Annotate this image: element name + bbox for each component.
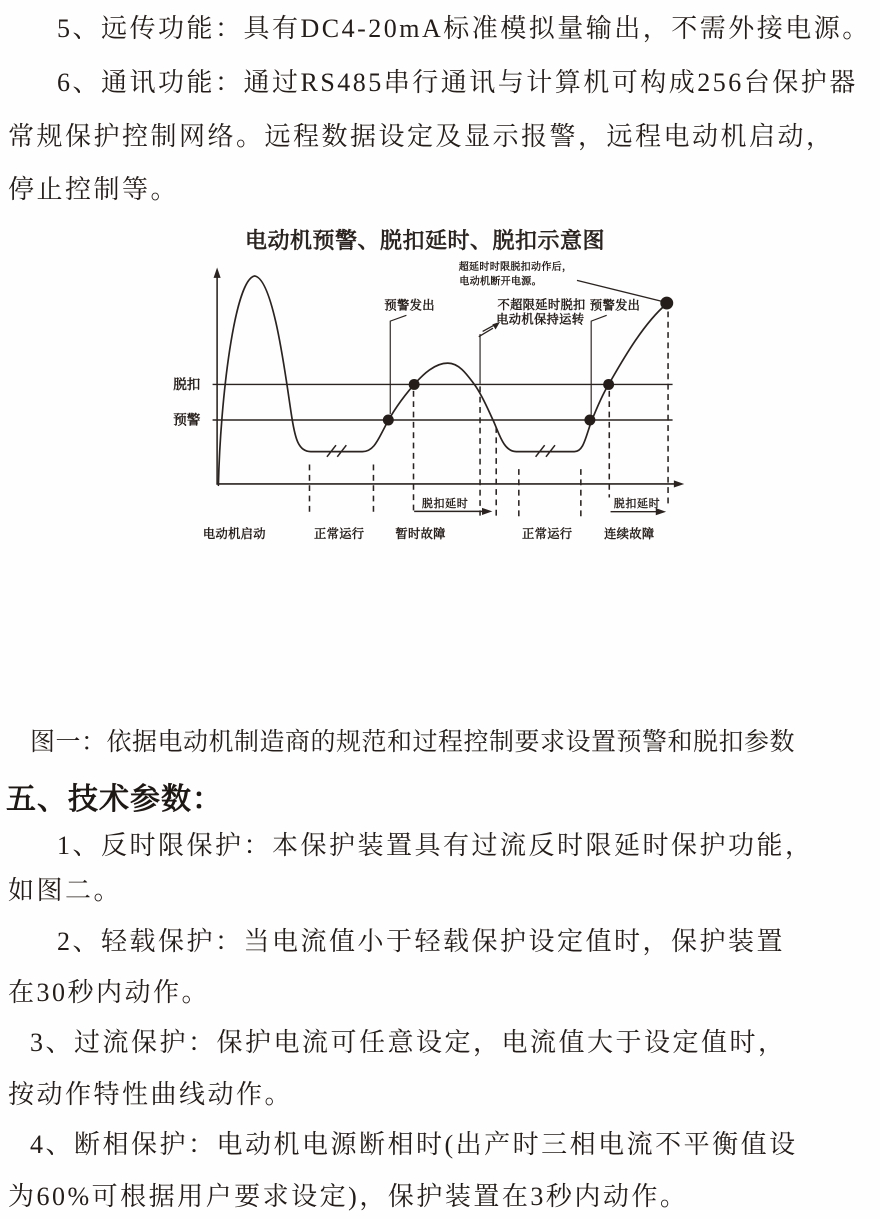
body-line-tech3-2: 按动作特性曲线动作。 xyxy=(8,1080,294,1109)
body-line-tech4-2: 为60%可根据用户要求设定)，保护装置在3秒内动作。 xyxy=(8,1182,689,1211)
prewarn-issued-label-right: 预警发出 xyxy=(589,298,641,313)
prewarn-point xyxy=(584,414,595,425)
body-line-tech2-2: 在30秒内动作。 xyxy=(8,978,211,1007)
over-delay-label-line1: 超延时时限脱扣动作后， xyxy=(458,262,573,274)
x-axis-arrow-icon xyxy=(674,480,684,487)
body-line-tech1-1: 1、反时限保护：本保护装置具有过流反时限延时保护功能， xyxy=(57,831,814,860)
no-trip-label-line1: 不超限延时脱扣 xyxy=(497,297,586,312)
prewarn-point xyxy=(383,414,394,425)
body-line-tech1-2: 如图二。 xyxy=(8,876,123,905)
body-line-tech4-1: 4、断相保护：电动机电源断相时(出产时三相电流不平衡值设 xyxy=(30,1130,798,1159)
figure-diagram xyxy=(0,252,880,712)
y-label-prewarn: 预警 xyxy=(173,412,201,428)
body-line-item6-3: 停止控制等。 xyxy=(8,175,180,204)
prewarn-issued-label-left: 预警发出 xyxy=(384,298,435,313)
trip-point xyxy=(603,379,614,390)
trip-delay-label-1: 脱扣延时 xyxy=(421,498,469,511)
body-line-tech3-1: 3、过流保护：保护电流可任意设定，电流值大于设定值时， xyxy=(30,1028,787,1057)
x-label-normal-run-2: 正常运行 xyxy=(522,527,573,542)
trip-delay-label-2: 脱扣延时 xyxy=(613,498,661,511)
x-label-motor-start: 电动机启动 xyxy=(202,527,266,542)
body-line-tech2-1: 2、轻载保护：当电流值小于轻载保护设定值时，保护装置 xyxy=(57,927,786,956)
prewarn-callout-line xyxy=(591,315,607,414)
trip-action-point xyxy=(660,297,673,310)
figure-caption: 图一：依据电动机制造商的规范和过程控制要求设置预警和脱扣参数 xyxy=(30,729,796,756)
figure-title: 电动机预警、脱扣延时、脱扣示意图 xyxy=(245,228,606,253)
x-label-normal-run-1: 正常运行 xyxy=(314,527,365,542)
trip-point xyxy=(409,379,420,390)
body-line-item6-2: 常规保护控制网络。远程数据设定及显示报警，远程电动机启动， xyxy=(8,122,835,151)
x-label-temp-fault: 暂时故障 xyxy=(395,527,446,542)
body-line-item6-1: 6、通讯功能：通过RS485串行通讯与计算机可构成256台保护器 xyxy=(57,68,858,97)
no-trip-label-line2: 电动机保持运转 xyxy=(496,312,585,327)
x-label-cont-fault: 连续故障 xyxy=(604,527,655,542)
body-line-item5: 5、远传功能：具有DC4-20mA标准模拟量输出，不需外接电源。 xyxy=(57,14,871,43)
y-label-trip: 脱扣 xyxy=(173,376,201,392)
y-axis-arrow-icon xyxy=(214,268,221,278)
over-delay-label-line2: 电动机断开电源。 xyxy=(459,276,542,288)
prewarn-callout-line xyxy=(390,315,406,414)
section-heading: 五、技术参数： xyxy=(6,783,223,816)
